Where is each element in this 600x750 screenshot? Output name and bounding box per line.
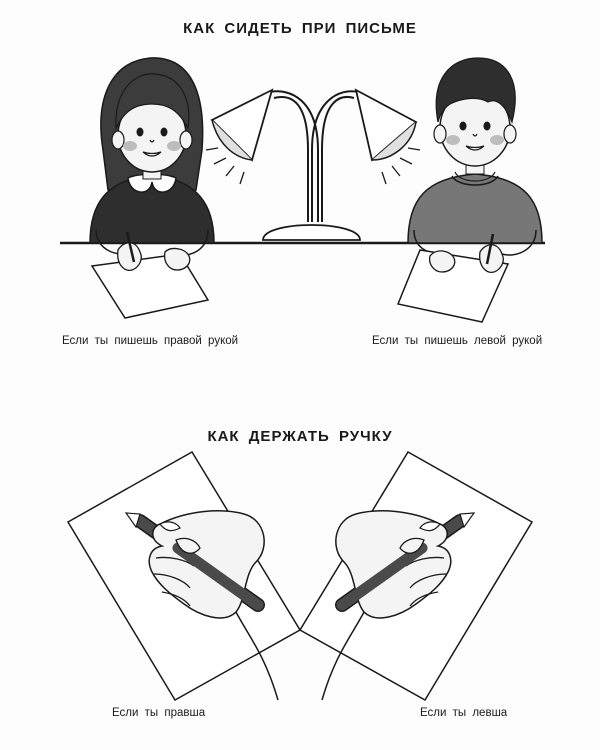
right-hand-sitting-caption: Если ты пишешь правой рукой: [62, 335, 239, 347]
girl-left-hand: [165, 249, 190, 270]
sitting-heading: КАК СИДЕТЬ ПРИ ПИСЬМЕ: [183, 20, 417, 37]
desk-lamp: [206, 90, 420, 240]
girl-paper: [92, 254, 208, 318]
right-hand-grip-illustration: [68, 452, 300, 700]
left-hand-grip-illustration: [300, 452, 532, 700]
boy-left-hand: [480, 245, 504, 273]
boy-right-hand: [430, 251, 455, 272]
girl-illustration: [90, 58, 214, 255]
boy-illustration: [408, 58, 542, 255]
left-handed-caption: Если ты левша: [420, 707, 508, 719]
holding-pen-heading: КАК ДЕРЖАТЬ РУЧКУ: [207, 428, 393, 445]
left-hand-sitting-caption: Если ты пишешь левой рукой: [372, 335, 543, 347]
right-handed-caption: Если ты правша: [112, 707, 206, 719]
